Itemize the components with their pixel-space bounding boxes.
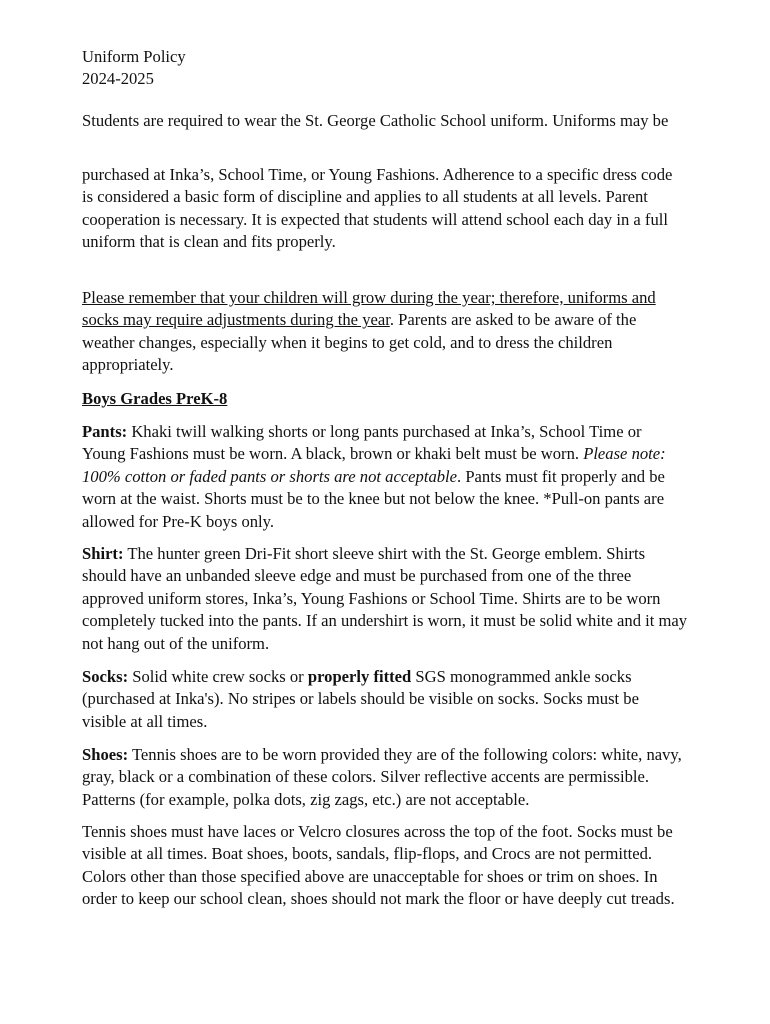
socks-text-2: SGS monogrammed ankle socks (purchased at Inka's). No stripes or labels should be visible on socks. Socks must be visible at all times. [82,667,639,731]
shoes-more-paragraph: Tennis shoes must have laces or Velcro closures across the top of the foot. Socks must be visible at all times. Boat shoes, boots, sandals, flip-flops, and Crocs are not permitted. Colors other than those specified above are unacceptable for shoes or trim on shoes. In order to keep our school clean, shoes should not mark the floor or have deeply cut treads. [82,822,675,909]
shoes-paragraph [82,744,687,811]
document-title: Uniform Policy [82,47,186,66]
section-heading [82,388,702,410]
socks-label: Socks: [82,667,129,686]
reminder-paragraph [82,287,685,377]
reminder-underlined-text-1: Please remember that your children will grow during the year; therefore, uniforms and [82,288,656,307]
socks-paragraph [82,666,682,733]
socks-text-1: Solid white crew socks or [128,667,308,686]
intro-paragraph-part2: purchased at Inka’s, School Time, or Young Fashions. Adherence to a specific dress code is considered a basic form of discipline and applies to all students at all levels. Parent cooperation is necessary. It is expected that students will attend school each day in a full uniform that is clean and fits properly. [82,165,673,252]
section-heading-text: Boys Grades PreK-8 [82,389,228,408]
pants-text-2: . Pants must fit properly and be worn at the waist. Shorts must be to the knee but not below the knee. *Pull-on pants are allowed for Pre-K boys only. [82,466,665,531]
socks-bold-text: properly fitted [307,667,412,686]
pants-label: Pants: [82,422,128,441]
reminder-rest: . Parents are asked to be aware of the weather changes, especially when it begins to get cold, and to dress the children appropriately. [82,310,637,375]
pants-italic-note: Please note: 100% cotton or faded pants or shorts are not acceptable [82,444,666,486]
shirt-text: The hunter green Dri-Fit short sleeve shirt with the St. George emblem. Shirts should have an unbanded sleeve edge and must be purchased from one of the three approved uniform stores, Inka’s, Young Fashions or School Time. Shirts are to be worn completely tucked into the pants. If an undershirt is worn, it must be solid white and it may not hang out of the uniform. [82,544,688,653]
shirt-paragraph [82,543,688,655]
shoes-label: Shoes: [82,745,129,764]
document-year: 2024-2025 [82,69,154,89]
pants-paragraph [82,421,686,533]
shoes-text: Tennis shoes are to be worn provided they are of the following colors: white, navy, gray, black or a combination of these colors. Silver reflective accents are permissible. Patterns (for example, polka dots, zig zags, etc.) are not acceptable. [82,745,682,809]
reminder-underlined-text-2: socks may require adjustments during the year [82,310,390,330]
shirt-label: Shirt: [82,544,124,563]
pants-text-1: Khaki twill walking shorts or long pants purchased at Inka’s, School Time or Young Fashions must be worn. A black, brown or khaki belt must be worn. [82,422,642,464]
intro-paragraph-part1: Students are required to wear the St. George Catholic School uniform. Uniforms may be [82,111,669,130]
document-header [82,46,702,91]
